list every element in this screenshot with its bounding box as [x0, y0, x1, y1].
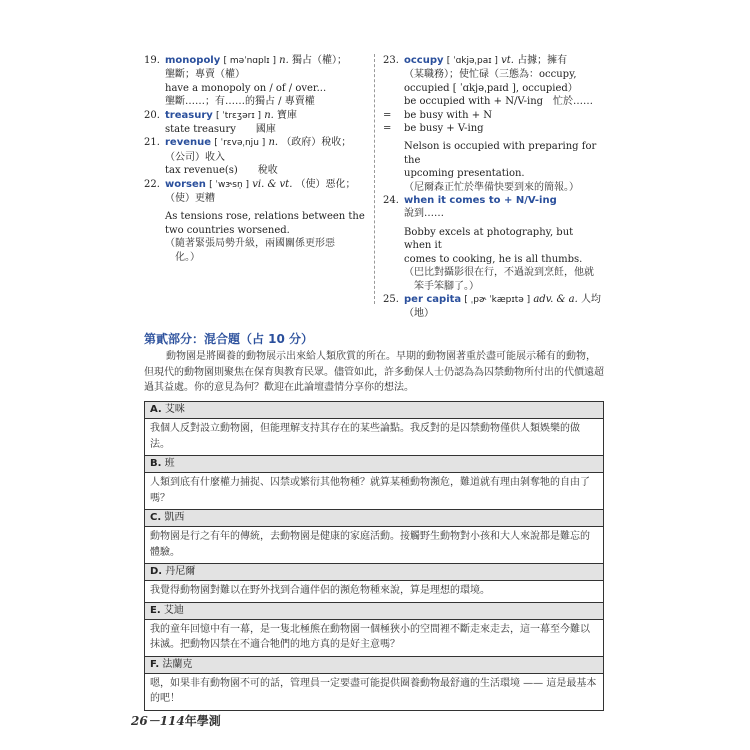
pronunciation: [ məˈnɑplɪ ] — [223, 56, 276, 66]
headword: occupy — [404, 55, 444, 66]
pronunciation: [ ˌpɚ ˈkæpɪtə ] — [464, 294, 531, 305]
vocab-entry-revenue — [144, 136, 370, 177]
page-footer — [131, 712, 221, 729]
part-of-speech: n. — [268, 137, 279, 149]
opinion-d — [145, 564, 603, 603]
opinion-e — [145, 603, 603, 657]
vocab-column-left — [144, 54, 370, 264]
pronunciation: [ ˈrɛvəˌnju ] — [214, 138, 266, 149]
page-number: 26－114 — [131, 714, 185, 728]
opinion-name: 法蘭克 — [162, 658, 193, 670]
definition-line: （使）更糟 — [165, 193, 215, 205]
example-line: upcoming presentation. — [404, 168, 525, 180]
example-line: two countries worsened. — [165, 224, 290, 236]
example-line: comes to cooking, he is all thumbs. — [404, 253, 583, 265]
vocab-entry-when-it-comes-to — [383, 194, 603, 293]
equals-mark: = — [383, 123, 392, 135]
definition-line: （某職務）；使忙碌（三態為：occupy, — [404, 69, 577, 81]
entry-number: 20. — [144, 109, 160, 121]
headword: treasury — [165, 109, 213, 121]
section-intro: 動物園是將圈養的動物展示出來給人類欣賞的所在。早期的動物園著重於盡可能展示稀有的動物，但現代的動物園則聚焦在保育與教育民眾。儘管如此，許多動保人士仍認為為囚禁動物所付出的代價遠超過其益處。你的意見為何？歡迎在此論壇盡情分享你的想法。 — [144, 351, 604, 393]
headword: monopoly — [165, 55, 221, 66]
opinion-name: 丹尼爾 — [165, 566, 196, 577]
opinion-f — [145, 657, 603, 711]
part-of-speech: n. — [279, 55, 289, 66]
part-of-speech: vi. & vt. — [252, 178, 293, 190]
opinion-text: 我個人反對設立動物園，但能理解支持其存在的某些論點。我反對的是囚禁動物僅供人類娛樂的做法。 — [150, 423, 580, 450]
example-translation: 化。） — [165, 251, 200, 263]
part-of-speech: adv. & a. — [533, 293, 578, 305]
opinion-letter: E. — [150, 604, 161, 616]
entry-number: 22. — [144, 178, 160, 190]
pronunciation: [ ˈtrɛʒərɪ ] — [215, 110, 262, 121]
opinion-text: 我覺得動物園對難以在野外找到合適伴侶的瀕危物種來說，算是理想的環境。 — [150, 585, 490, 596]
vocab-entry-per-capita — [383, 293, 603, 321]
entry-number: 25. — [383, 293, 399, 305]
opinion-name: 班 — [164, 458, 175, 469]
part-of-speech: n. — [264, 109, 274, 121]
definition-line: 說到…… — [404, 208, 444, 220]
vocab-entry-worsen — [144, 178, 370, 264]
opinion-table — [144, 401, 604, 711]
definition: 人均 — [580, 293, 601, 305]
opinion-text: 人類到底有什麼權力捕捉、囚禁或繁衍其他物種？就算某種動物瀕危，難道就有理由剝奪牠的自由了嗎？ — [150, 477, 590, 504]
phrase-line: have a monopoly on / of / over... — [165, 82, 327, 94]
phrase-line: be busy with + N — [404, 109, 493, 121]
definition: （政府）稅收； — [281, 137, 352, 149]
headword: per capita — [404, 293, 462, 305]
pronunciation: [ ˈwɝsn̩ ] — [209, 179, 250, 190]
pronunciation: [ ˈɑkjəˌpaɪ ] — [446, 56, 498, 66]
opinion-text: 動物園是行之有年的傳統，去動物園是健康的家庭活動。接觸野生動物對小孩和大人來說都是難忘的體驗。 — [150, 531, 590, 558]
example-translation: （尼爾森正忙於準備快要到來的簡報。） — [404, 181, 579, 193]
example-line: Nelson is occupied with preparing for the — [404, 141, 597, 166]
example-line: Bobby excels at photography, but when it — [404, 226, 574, 252]
definition: 寶庫 — [277, 109, 298, 121]
definition-line: （公司）收入 — [165, 151, 225, 163]
vocab-column-right — [383, 54, 603, 321]
opinion-letter: F. — [150, 658, 160, 670]
definition-line: （地） — [404, 308, 434, 320]
opinion-name: 艾迪 — [163, 604, 184, 616]
opinion-c — [145, 510, 603, 564]
vocab-entry-monopoly — [144, 54, 370, 109]
opinion-name: 艾咪 — [164, 404, 185, 415]
headword: when it comes to + N/V-ing — [404, 195, 557, 207]
opinion-letter: B. — [150, 458, 162, 469]
entry-number: 23. — [383, 55, 399, 66]
phrase-line: be busy + V-ing — [404, 123, 484, 135]
section-title: 第貳部分：混合題（占 10 分） — [144, 332, 314, 346]
entry-number: 19. — [144, 55, 160, 66]
example-line: As tensions rose, relations between the — [165, 211, 365, 223]
phrase-gloss: 忙於…… — [553, 96, 593, 108]
footer-label: 年學測 — [184, 714, 221, 728]
opinion-name: 凱西 — [164, 512, 185, 523]
definition: （使）惡化； — [295, 178, 356, 190]
phrase-line: be occupied with + N/V-ing — [404, 96, 544, 108]
definition-line: occupied [ ˈɑkjəˌpaɪd ], occupied） — [404, 82, 578, 94]
opinion-letter: D. — [150, 566, 163, 577]
headword: revenue — [165, 137, 212, 149]
opinion-b — [145, 456, 603, 510]
opinion-letter: C. — [150, 512, 162, 523]
definition-line: 壟斷；專賣（權） — [165, 69, 245, 81]
opinion-text: 我的童年回憶中有一幕，是一隻北極熊在動物園一個極狹小的空間裡不斷走來走去，這一幕至今難以抹滅。把動物囚禁在不適合牠們的地方真的是好主意嗎？ — [150, 623, 590, 650]
opinion-text: 嗯，如果非有動物園不可的話，管理員一定要盡可能提供圈養動物最舒適的生活環境 —— 這是最基本的吧！ — [150, 677, 597, 704]
phrase-gloss: 壟斷……；有……的獨占 / 專賣權 — [165, 96, 315, 108]
example-translation: 笨手笨腳了。） — [404, 280, 479, 292]
vocab-entry-treasury — [144, 109, 370, 137]
headword: worsen — [165, 178, 206, 190]
opinion-letter: A. — [150, 404, 162, 415]
entry-number: 21. — [144, 137, 160, 149]
phrase-line: tax revenue(s) 稅收 — [165, 165, 278, 177]
entry-number: 24. — [383, 195, 399, 207]
phrase-line: state treasury 國庫 — [165, 124, 276, 136]
equals-mark: = — [383, 109, 392, 121]
column-divider — [374, 54, 375, 304]
part-of-speech: vt. — [501, 55, 514, 66]
definition: 獨占（權）； — [291, 55, 347, 66]
example-translation: （隨著緊張局勢升級，兩國關係更形惡 — [165, 238, 335, 250]
definition: 占據；擁有 — [517, 55, 568, 66]
vocab-entry-occupy — [383, 54, 603, 194]
example-translation: （巴比對攝影很在行，不過說到烹飪，他就 — [404, 267, 594, 279]
opinion-a — [145, 402, 603, 456]
